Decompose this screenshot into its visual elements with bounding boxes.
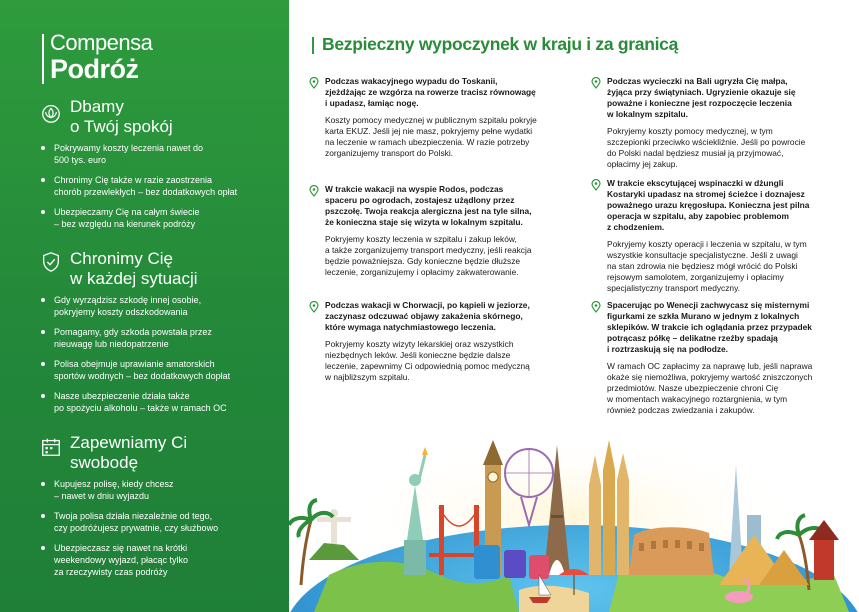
calendar-icon: [40, 436, 62, 458]
world-landmarks-illustration: [289, 425, 859, 612]
scenario-lead: Podczas wakacji w Chorwacji, po kąpieli w jeziorze, zaczynasz odczuwać objawy zakażenia skórnego, które wymaga natychmiastowego leczenia.: [325, 300, 530, 332]
list-item: Nasze ubezpieczenie działa także po spożyciu alkoholu – także w ramach OC: [40, 390, 280, 414]
scenario-card: [607, 300, 847, 416]
lotus-icon: [40, 102, 62, 124]
scenario-body: W ramach OC zapłacimy za naprawę lub, jeśli naprawa okaże się niemożliwa, pokryjemy wartość zniszczonych przedmiotów. Nasze ubezpieczenie chroni Cię w momentach wakacyjnego roztargnienia, w tym również podczas zwiedzania i zakupów.: [607, 361, 813, 415]
scenario-body: Koszty pomocy medycznej w publicznym szpitalu pokryje karta EKUZ. Jeśli jej nie masz, pokryjemy pełne wydatki na leczenie w ramach ubezpieczenia. W razie potrzeby zorganizujemy transport do Polski.: [325, 115, 537, 158]
list-item: Ubezpieczasz się nawet na krótki weekendowy wyjazd, płacąc tylko za rzeczywisty czas podróży: [40, 542, 280, 578]
colosseum-icon: [629, 527, 714, 575]
page-title: Bezpieczny wypoczynek w kraju i za granicą: [322, 34, 679, 54]
list-item: Ubezpieczamy Cię na całym świecie – bez względu na kierunek podróży: [40, 206, 280, 230]
scenario-card: [607, 76, 847, 170]
scenario-lead: Podczas wakacyjnego wypadu do Toskanii, zjeżdżając ze wzgórza na rowerze tracisz równowagę i upadasz, łamiąc nogę.: [325, 76, 536, 108]
list-item: Pomagamy, gdy szkoda powstała przez nieuwagę lub niedopatrzenie: [40, 326, 280, 350]
list-item: Kupujesz polisę, kiedy chcesz – nawet w dniu wyjazdu: [40, 478, 280, 502]
map-pin-icon: [591, 77, 601, 89]
scenario-body: Pokryjemy koszty leczenia w szpitalu i zakup leków, a także zorganizujemy transport medyczny, jeśli reakcja będzie poważniejsza. Gdy konieczne będzie dłuższe leczenie, zorganizujemy i opłacimy zakwaterowanie.: [325, 234, 532, 277]
list-item: Polisa obejmuje uprawianie amatorskich sportów wodnych – bez dodatkowych dopłat: [40, 358, 280, 382]
logo-line2: Podróż: [50, 54, 139, 84]
scenario-card: [325, 184, 565, 278]
map-pin-icon: [591, 179, 601, 191]
logo-bar: [42, 34, 44, 84]
scenario-lead: Podczas wycieczki na Bali ugryzła Cię małpa, żyjąca przy świątyniach. Ugryzienie okazuje się poważne i konieczne jest rozpoczęcie leczenia w lokalnym szpitalu.: [607, 76, 796, 119]
logo-line1: Compensa: [50, 30, 153, 55]
bullet-list: [40, 142, 280, 238]
palm-tree-icon: [289, 500, 333, 585]
list-item: Gdy wyrządzisz szkodę innej osobie, pokryjemy koszty odszkodowania: [40, 294, 280, 318]
shield-check-icon: [40, 251, 62, 273]
scenario-lead: W trakcie ekscytującej wspinaczki w dżungli Kostaryki upadasz na stromej ścieżce i doznajesz poważnego urazu kręgosłupa. Konieczna jest pilna operacja w szpitalu, aby zapobiec problemom z chodzeniem.: [607, 178, 810, 232]
section-title: Zapewniamy Ci swobodę: [70, 433, 188, 472]
list-item: Twoja polisa działa niezależnie od tego, czy podróżujesz prywatnie, czy służbowo: [40, 510, 280, 534]
map-pin-icon: [591, 301, 601, 313]
scenario-lead: W trakcie wakacji na wyspie Rodos, podczas spaceru po ogrodach, zostajesz użądlony przez pszczołę. Twoja reakcja alergiczna jest na tyle silna, że konieczna staje się wizyta w lokalnym szpitalu.: [325, 184, 532, 227]
scenario-card: [325, 76, 565, 159]
cathedral-icon: [589, 440, 629, 575]
map-pin-icon: [309, 301, 319, 313]
scenario-lead: Spacerując po Wenecji zachwycasz się misternymi figurkami ze szkła Murano w jednym z lokalnych sklepików. W trakcie ich oglądania przez przypadek potrącasz półkę – delikatne rzeźby spadają i roztrzaskują się na podłodze.: [607, 300, 812, 354]
scenario-body: Pokryjemy koszty pomocy medycznej, w tym szczepionki przeciwko wściekliźnie. Jeśli po powrocie do Polski nadal będziesz musiał ją przyjmować, opłacimy jej zakup.: [607, 126, 806, 169]
map-pin-icon: [309, 185, 319, 197]
section-title: Chronimy Cię w każdej sytuacji: [70, 249, 198, 288]
scenario-card: [607, 178, 847, 294]
scenario-body: Pokryjemy koszty wizyty lekarskiej oraz wszystkich niezbędnych leków. Jeśli konieczne będzie dalsze leczenie, zapewnimy Ci odpowiednią pomoc medyczną w najbliższym szpitalu.: [325, 339, 530, 382]
scenario-body: Pokryjemy koszty operacji i leczenia w szpitalu, w tym wszystkie konsultacje specjalistyczne. Jeśli z uwagi na stan zdrowia nie będziesz mógł wrócić do Polski rejsowym samolotem, zorganizujemy i opłacimy specjalistyczny transport medyczny.: [607, 239, 807, 293]
map-pin-icon: [309, 77, 319, 89]
section-title: Dbamy o Twój spokój: [70, 97, 173, 136]
scenario-card: [325, 300, 565, 383]
bullet-list: [40, 294, 280, 422]
list-item: Pokrywamy koszty leczenia nawet do 500 tys. euro: [40, 142, 280, 166]
title-accent-bar: [312, 37, 314, 54]
list-item: Chronimy Cię także w razie zaostrzenia chorób przewlekłych – bez dodatkowych opłat: [40, 174, 280, 198]
bullet-list: [40, 478, 280, 586]
sidebar-panel: [0, 0, 289, 612]
